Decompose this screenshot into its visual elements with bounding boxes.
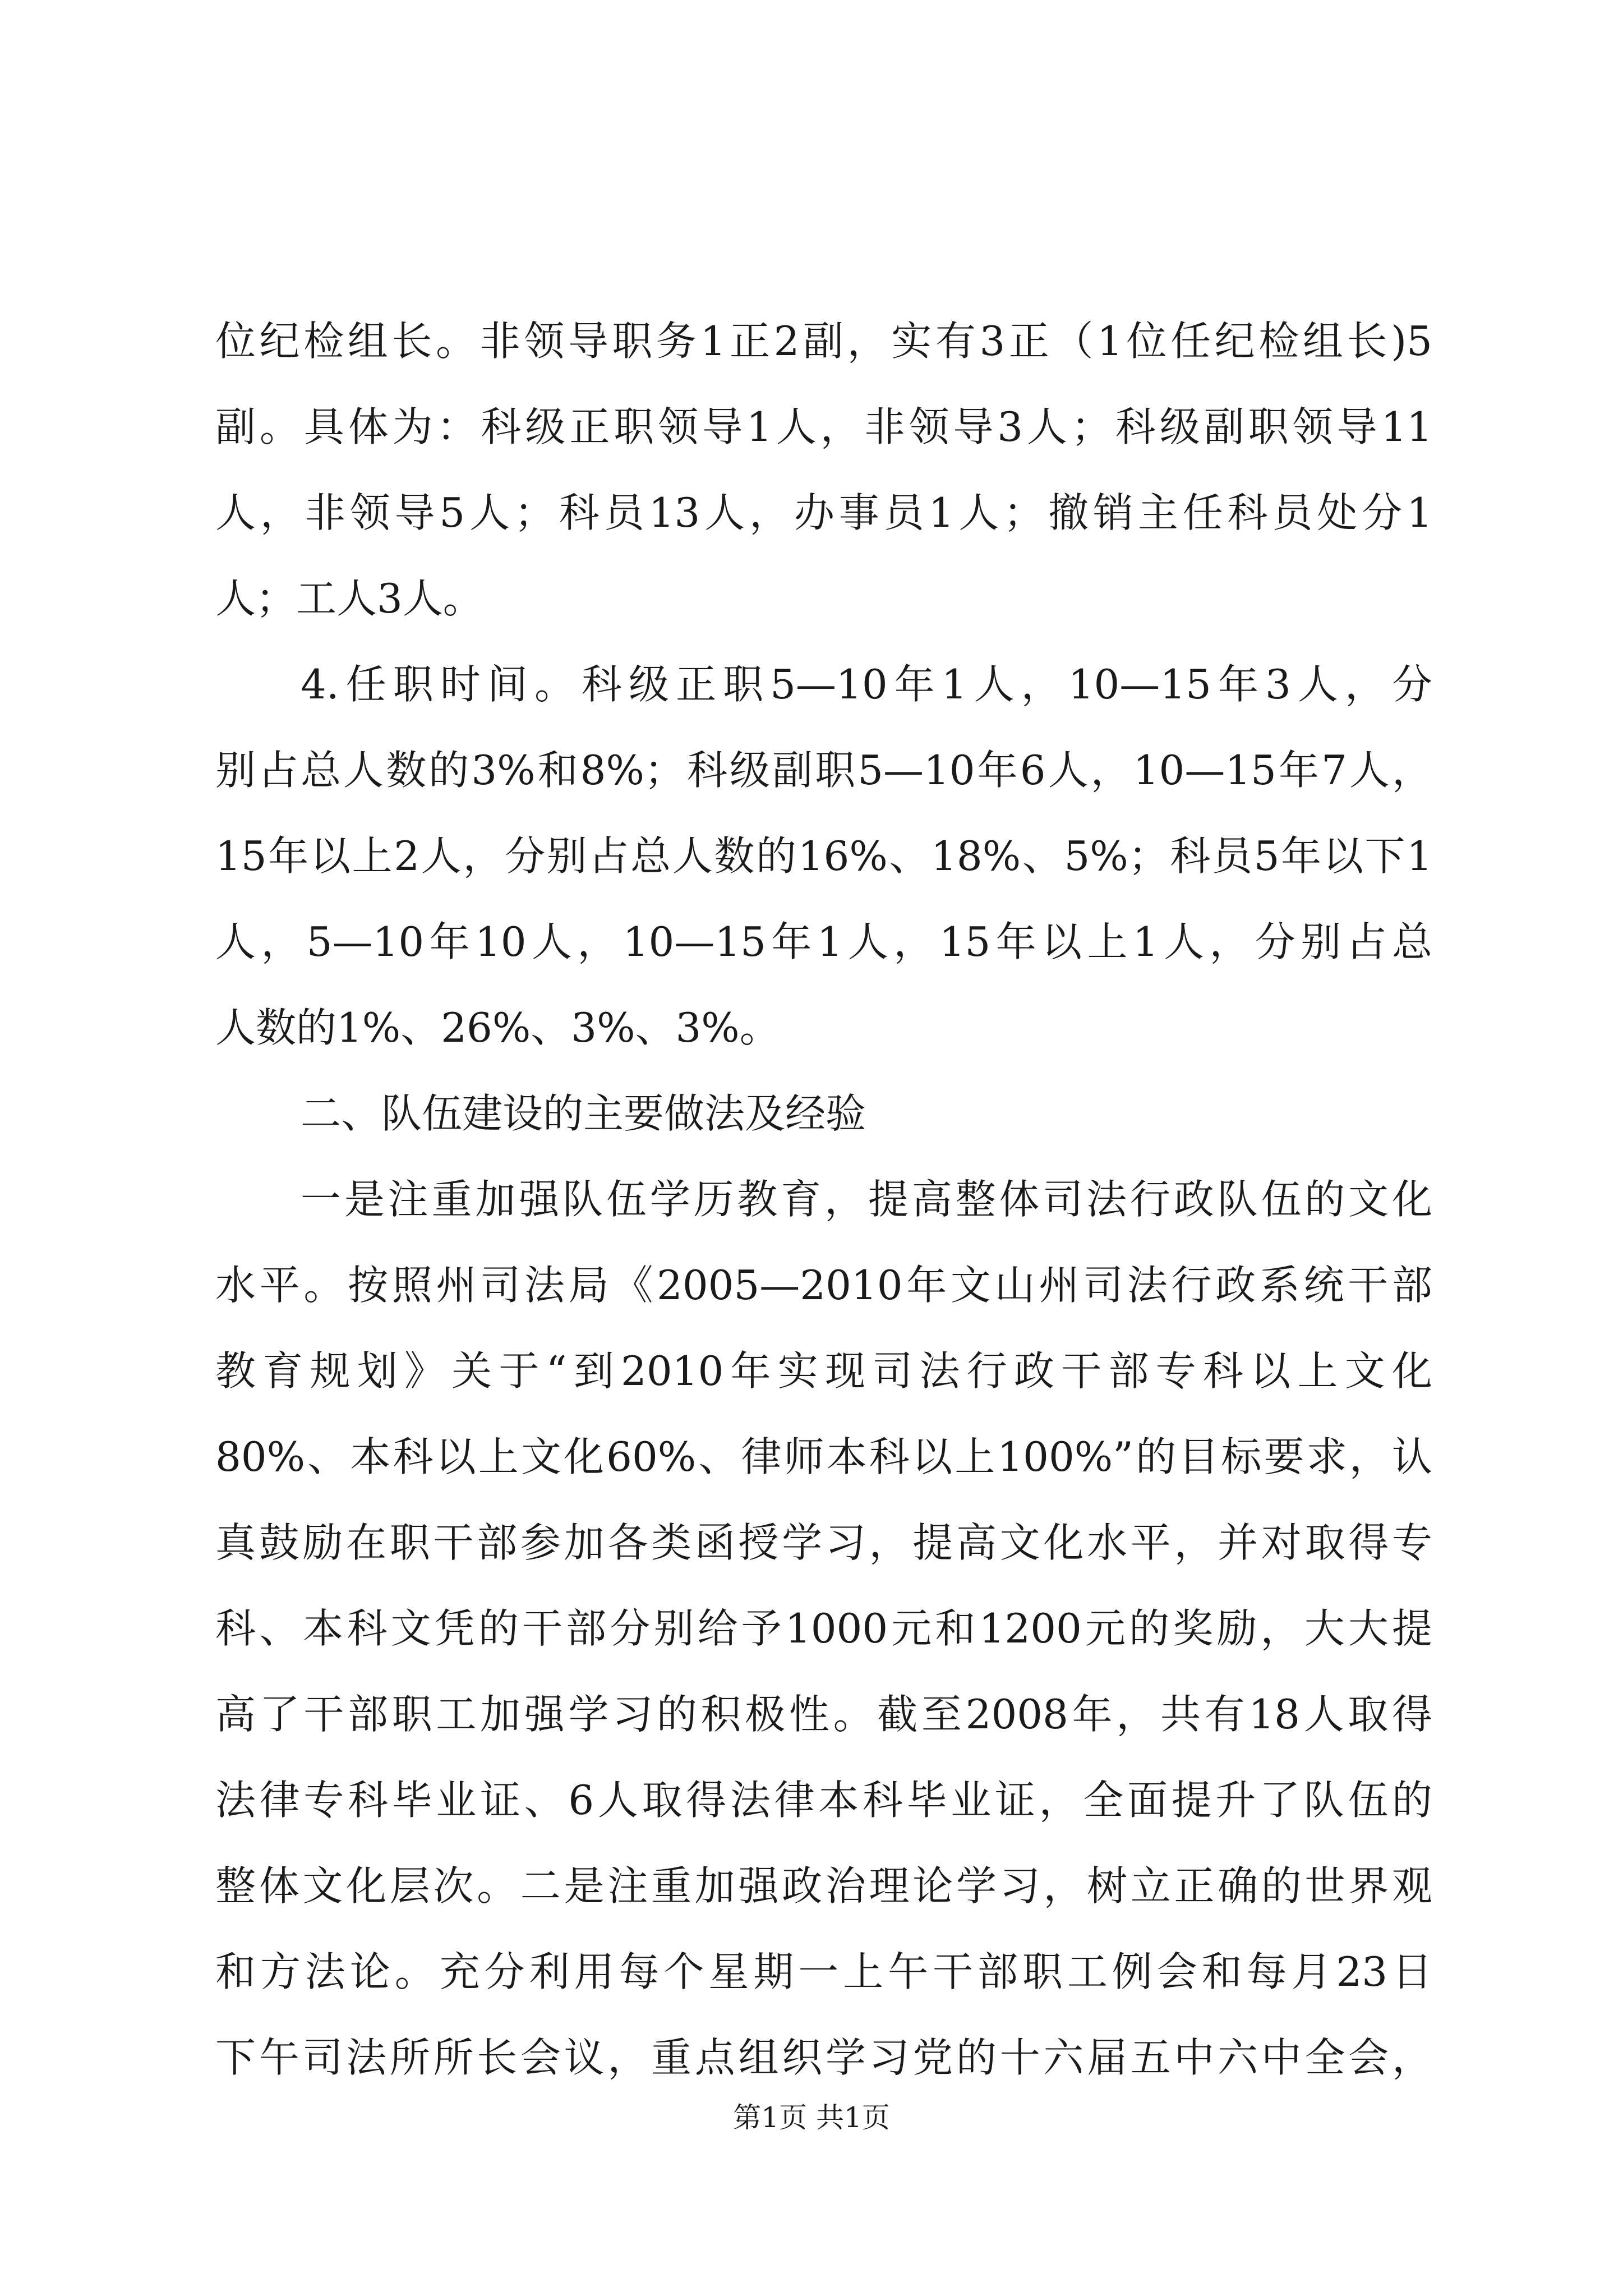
text-line: 人数的1%、26%、3%、3%。 [215, 1004, 780, 1051]
text-line: 一是注重加强队伍学历教育，提高整体司法行政队伍的文化 [301, 1176, 1432, 1223]
text-line: 真鼓励在职干部参加各类函授学习，提高文化水平，并对取得专 [215, 1519, 1432, 1566]
text-line: 科、本科文凭的干部分别给予1000元和1200元的奖励，大大提 [215, 1605, 1432, 1652]
text-line: 80%、本科以上文化60%、律师本科以上100%”的目标要求，认 [215, 1433, 1432, 1480]
paragraph-staff-positions [215, 298, 1432, 642]
text-line: 位纪检组长。非领导职务1正2副，实有3正（1位任纪检组长)5 [215, 318, 1432, 365]
text-line: 法律专科毕业证、6人取得法律本科毕业证，全面提升了队伍的 [215, 1777, 1432, 1824]
text-line: 下午司法所所长会议，重点组织学习党的十六届五中六中全会， [215, 2034, 1432, 2081]
text-line: 别占总人数的3%和8%；科级副职5—10年6人，10—15年7人， [215, 747, 1432, 794]
text-line: 15年以上2人，分别占总人数的16%、18%、5%；科员5年以下1 [215, 832, 1432, 880]
paragraph-tenure [215, 642, 1432, 1071]
text-line: 人；工人3人。 [215, 575, 483, 622]
text-line: 4.任职时间。科级正职5—10年1人，10—15年3人，分 [301, 661, 1432, 708]
paragraph-education [215, 1157, 1432, 2101]
text-line: 高了干部职工加强学习的积极性。截至2008年，共有18人取得 [215, 1691, 1432, 1738]
text-line: 整体文化层次。二是注重加强政治理论学习，树立正确的世界观 [215, 1862, 1432, 1910]
text-line: 人，5—10年10人，10—15年1人，15年以上1人，分别占总 [215, 918, 1432, 965]
text-line: 人，非领导5人；科员13人，办事员1人；撤销主任科员处分1 [215, 489, 1432, 536]
text-line: 教育规划》关于“到2010年实现司法行政干部专科以上文化 [215, 1347, 1432, 1395]
page-footer [0, 2098, 1623, 2137]
section-heading [215, 1071, 1432, 1157]
text-line: 副。具体为：科级正职领导1人，非领导3人；科级副职领导11 [215, 403, 1432, 450]
text-line: 水平。按照州司法局《2005—2010年文山州司法行政系统干部 [215, 1262, 1432, 1309]
text-line: 和方法论。充分利用每个星期一上午干部职工例会和每月23日 [215, 1948, 1432, 1995]
section-heading-text: 二、队伍建设的主要做法及经验 [301, 1090, 866, 1137]
document-body [215, 298, 1432, 2101]
page-number: 第1页 共1页 [733, 2101, 890, 2134]
